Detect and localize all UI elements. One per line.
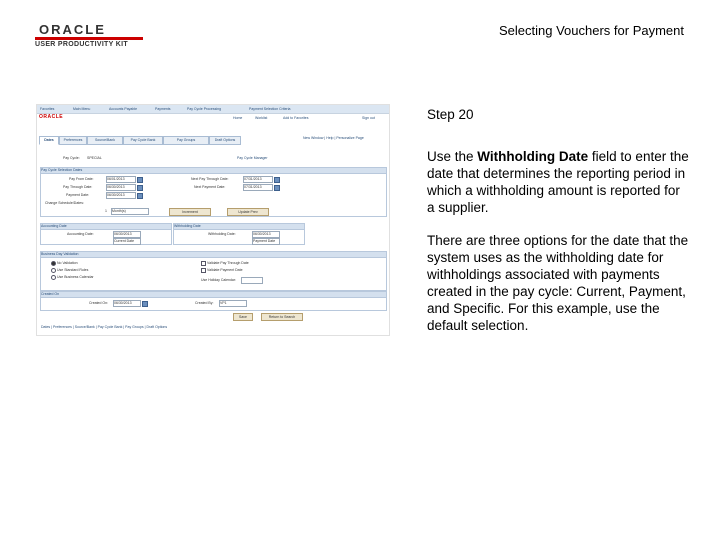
shot-pay-cycle-manager-link: Pay Cycle Manager [237,156,268,160]
shot-radio-standard-rules [51,268,56,273]
shot-tab-preferences: Preferences [59,136,87,145]
document-title: Selecting Vouchers for Payment [499,23,684,38]
shot-oracle-logo: ORACLE [39,114,64,120]
shot-change-unit-select: Month(s) [111,208,149,215]
shot-pay-through-label: Pay Through Date: [63,185,93,189]
instruction-paragraph-2: There are three options for the date that the system uses as the withholding date for withholdings associated with payments created in the pay cycle: Current, Payment, and Specific. For this example, use the default selection. [427,233,689,333]
shot-radio-business-calendar [51,275,56,280]
shot-created-by-label: Created By: [195,301,214,305]
shot-created-on-label: Created On: [89,301,109,305]
shot-next-payment-label: Next Payment Date: [194,185,226,189]
shot-tab-source-bank: Source/Bank [87,136,123,145]
shot-pay-from-label: Pay From Date: [69,177,94,181]
application-screenshot [36,104,390,336]
shot-save-button: Save [233,313,253,321]
shot-header-link: Worklist [255,116,268,120]
shot-created-on-box [40,291,387,311]
shot-tab-dates: Dates [39,136,59,145]
shot-check-payment-date [201,268,206,273]
shot-selection-dates-box [40,167,387,217]
shot-nav-item: Pay Cycle Processing [187,107,222,111]
shot-tab-draft-options: Draft Options [209,136,241,145]
shot-accounting-date-label: Accounting Date: [67,232,94,236]
shot-holiday-calendar-label: Use Holiday Calendar: [201,278,237,282]
shot-header-link: Sign out [362,116,375,120]
shot-calendar-icon [137,193,143,199]
shot-header-link: Add to Favorites [283,116,309,120]
shot-change-label: Change Schedule/Dates: [45,201,84,205]
shot-calendar-icon [274,185,280,191]
shot-update-button: Update Prev [227,208,269,216]
shot-radio-no-validation [51,261,56,266]
shot-tab-pay-cycle-bank: Pay Cycle Bank [123,136,163,145]
shot-return-button: Return to Search [261,313,303,321]
shot-payment-date-field: 06/30/2013 [106,192,136,199]
shot-nav-item: Main Menu [73,107,91,111]
upk-wordmark: USER PRODUCTIVITY KIT [35,41,128,48]
shot-pay-cycle-label: Pay Cycle: [63,156,80,160]
shot-tab-pay-groups: Pay Groups [163,136,209,145]
step-instructions [427,148,689,350]
shot-holiday-calendar-field [241,277,263,284]
shot-withholding-date-box [173,223,305,245]
shot-check-pay-through [201,261,206,266]
shot-calendar-icon [274,177,280,183]
shot-accounting-date-box [40,223,172,245]
oracle-upk-logo [33,22,163,50]
field-name-highlight: Withholding Date [477,149,589,164]
shot-radio-label: Use Standard Rules [57,268,89,272]
shot-pay-from-field: 06/01/2013 [106,176,136,183]
shot-change-count: 1 [105,209,107,213]
shot-calendar-icon [137,177,143,183]
oracle-wordmark: ORACLE [39,22,106,37]
shot-calendar-icon [137,185,143,191]
shot-check-label: Validate Payment Date [207,268,243,272]
shot-withholding-option-select: Payment Date [252,238,280,245]
shot-created-on-header: Created On [41,292,386,298]
shot-created-by-field: VP1 [219,300,247,307]
shot-withholding-date-label: Withholding Date: [208,232,236,236]
shot-accounting-date-field: 06/30/2013 [113,231,141,238]
shot-top-nav [37,105,389,114]
shot-nav-item: Payments [155,107,171,111]
shot-nav-item: Favorites [40,107,55,111]
shot-check-label: Validate Pay Through Date [207,261,249,265]
shot-increment-button: Increment [169,208,211,216]
shot-business-day-header: Business Day Validation [41,252,386,258]
shot-pay-cycle-value: SPECIAL [87,156,102,160]
shot-pay-through-field: 06/30/2013 [106,184,136,191]
logo-bar [35,37,143,40]
shot-radio-label: No Validation [57,261,78,265]
shot-next-pay-through-label: Next Pay Through Date: [191,177,229,181]
shot-calendar-icon [142,301,148,307]
shot-radio-label: Use Business Calendar [57,275,94,279]
instruction-paragraph-1: Use the Withholding Date field to enter the date that determines the reporting period in which a withholding amount is reported for a supplier. [427,149,689,215]
step-title: Step 20 [427,107,474,122]
shot-next-pay-through-field: 07/31/2013 [243,176,273,183]
shot-nav-item: Payment Selection Criteria [249,107,291,111]
shot-accounting-date-header: Accounting Date [41,224,171,230]
shot-withholding-date-header: Withholding Date [174,224,304,230]
shot-payment-date-label: Payment Date: [66,193,90,197]
shot-accounting-option-select: Current Date [113,238,141,245]
shot-selection-dates-header: Pay Cycle Selection Dates [41,168,386,174]
shot-header-link: Home [233,116,243,120]
shot-footer-links: Dates | Preferences | Source/Bank | Pay Cycle Bank | Pay Groups | Draft Options [41,325,168,329]
shot-withholding-date-field: 06/30/2013 [252,231,280,238]
shot-business-day-box [40,251,387,291]
shot-next-payment-field: 07/31/2013 [243,184,273,191]
shot-nav-item: Accounts Payable [109,107,138,111]
shot-created-on-field: 06/30/2013 [113,300,141,307]
shot-page-links: New Window | Help | Personalize Page [303,136,364,140]
